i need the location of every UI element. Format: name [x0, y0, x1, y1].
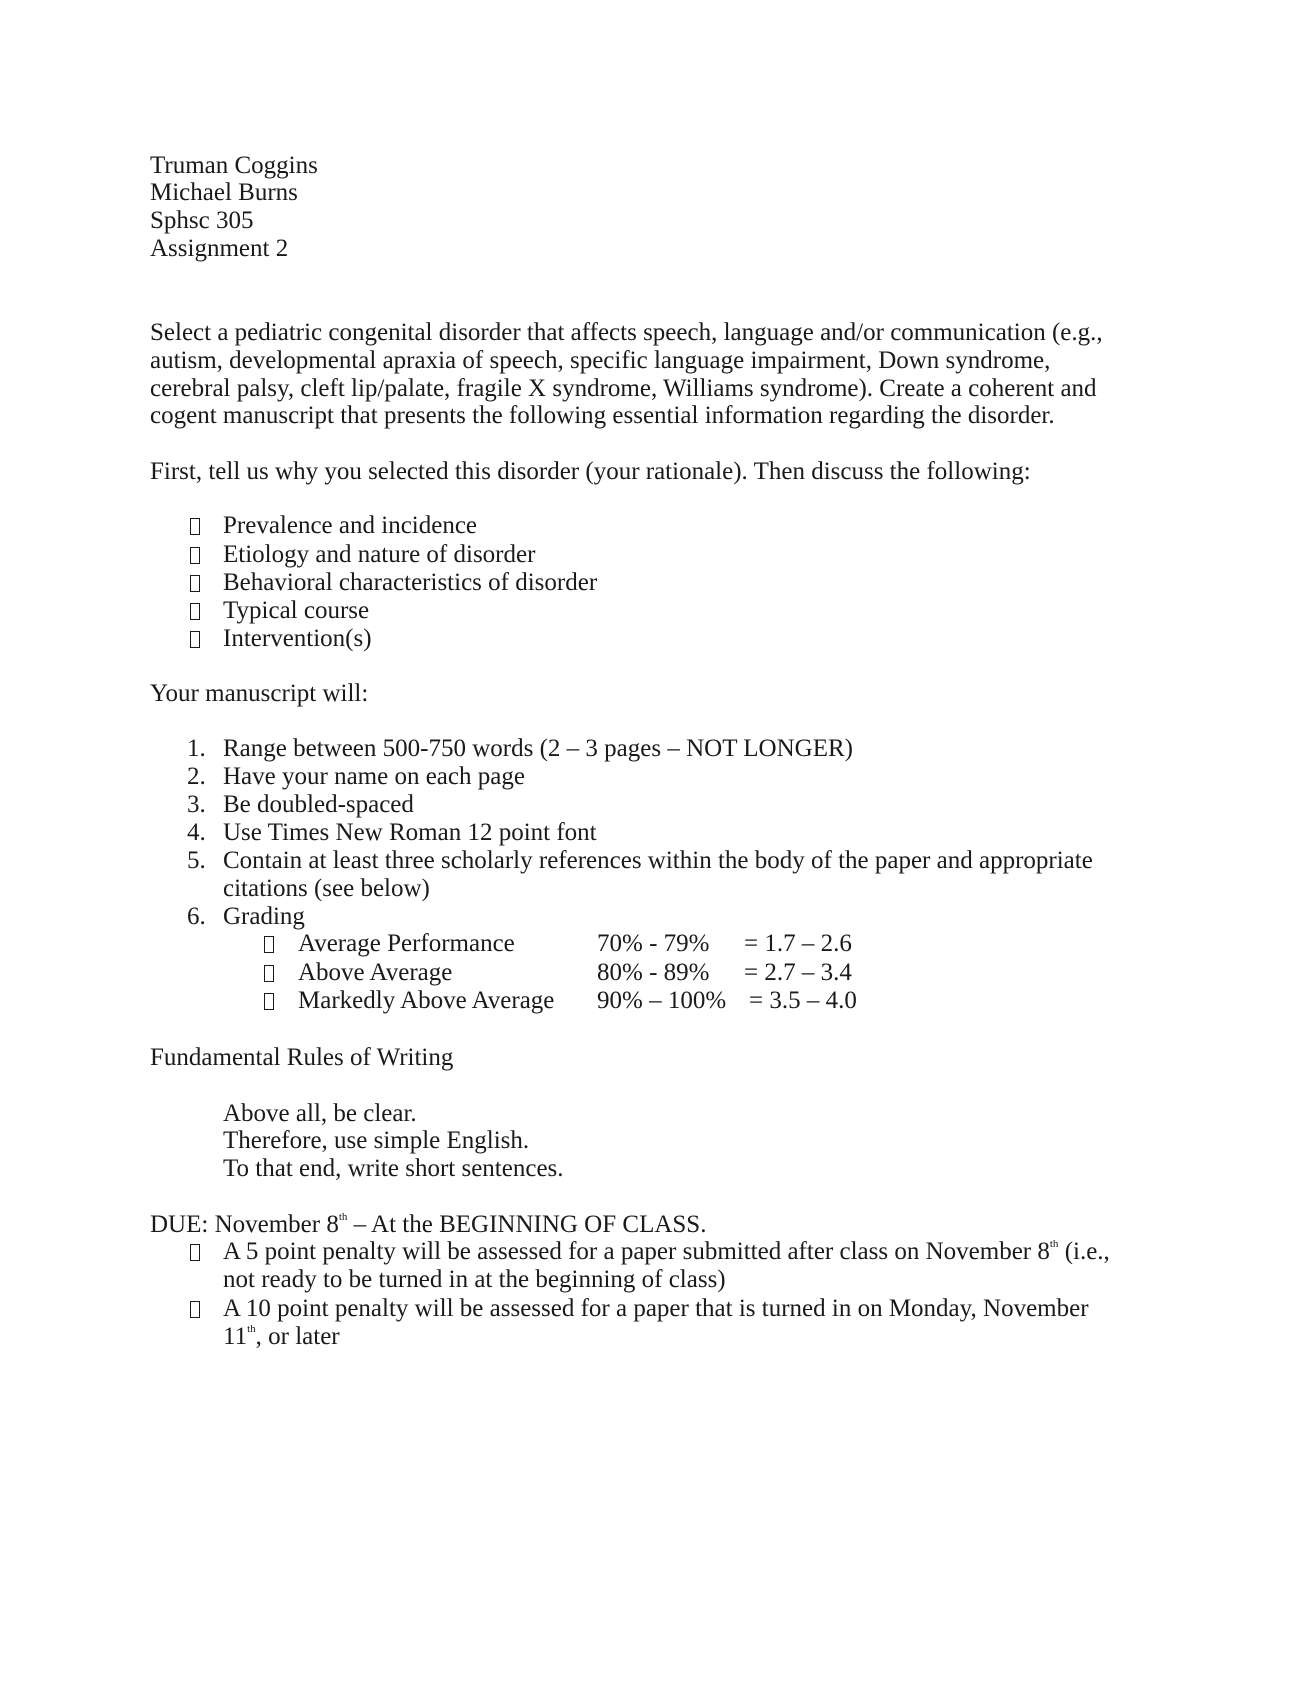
checkbox-bullet-icon: [190, 575, 200, 592]
ordinal-suffix: th: [1049, 1238, 1059, 1250]
penalty-item-2: A 10 point penalty will be assessed for a paper that is turned in on Monday, November: [223, 1295, 1089, 1322]
requirement-item: Be doubled-spaced: [223, 791, 414, 818]
grading-range: 90% – 100%: [597, 987, 727, 1014]
grading-label: Markedly Above Average: [298, 987, 555, 1014]
rules-heading: Fundamental Rules of Writing: [150, 1044, 454, 1071]
intro-line-1: Select a pediatric congenital disorder that affects speech, language and/or communication (e.g.,: [150, 319, 1103, 346]
penalty-item-1: [223, 1237, 1110, 1267]
checkbox-bullet-icon: [190, 1301, 200, 1318]
grading-grade: = 2.7 – 3.4: [744, 959, 852, 986]
requirement-item: Contain at least three scholarly references within the body of the paper and appropriate: [223, 847, 1093, 874]
rule-line: To that end, write short sentences.: [223, 1155, 564, 1182]
list-number: 5.: [187, 847, 206, 874]
rule-line: Above all, be clear.: [223, 1100, 417, 1127]
author-name-1: Truman Coggins: [150, 152, 318, 179]
topic-item: Behavioral characteristics of disorder: [223, 569, 598, 596]
requirement-item: Have your name on each page: [223, 763, 525, 790]
requirement-item: Grading: [223, 903, 305, 930]
checkbox-bullet-icon: [190, 547, 200, 564]
intro-line-2: autism, developmental apraxia of speech, specific language impairment, Down syndrome,: [150, 347, 1051, 374]
list-number: 6.: [187, 903, 206, 930]
topic-item: Typical course: [223, 597, 370, 624]
requirement-item: Range between 500-750 words (2 – 3 pages – NOT LONGER): [223, 735, 853, 762]
topic-item: Intervention(s): [223, 625, 372, 652]
penalty-text: (i.e.,: [1058, 1238, 1110, 1265]
penalty-text: , or later: [255, 1323, 340, 1350]
checkbox-bullet-icon: [264, 965, 274, 982]
grading-range: 80% - 89%: [597, 959, 710, 986]
due-date-text: DUE: November 8: [150, 1211, 339, 1238]
grading-grade: = 3.5 – 4.0: [749, 987, 857, 1014]
checkbox-bullet-icon: [190, 631, 200, 648]
checkbox-bullet-icon: [190, 1244, 200, 1261]
manuscript-intro: Your manuscript will:: [150, 680, 369, 707]
due-date-line: [150, 1210, 706, 1240]
topic-item: Prevalence and incidence: [223, 512, 478, 539]
intro-line-3: cerebral palsy, cleft lip/palate, fragile X syndrome, Williams syndrome). Create a coherent and: [150, 375, 1097, 402]
penalty-item-1-continued: not ready to be turned in at the beginning of class): [223, 1266, 726, 1293]
first-instruction: First, tell us why you selected this disorder (your rationale). Then discuss the following:: [150, 458, 1031, 485]
list-number: 1.: [187, 735, 206, 762]
intro-line-4: cogent manuscript that presents the following essential information regarding the disorder.: [150, 402, 1055, 429]
penalty-text: A 5 point penalty will be assessed for a paper submitted after class on November 8: [223, 1238, 1050, 1265]
penalty-text: 11: [223, 1323, 248, 1350]
grading-label: Average Performance: [298, 930, 515, 957]
penalty-item-2-continued: [223, 1322, 340, 1352]
due-date-note: – At the BEGINNING OF CLASS.: [347, 1211, 707, 1238]
assignment-title: Assignment 2: [150, 235, 289, 262]
course-code: Sphsc 305: [150, 207, 254, 234]
ordinal-suffix: th: [247, 1323, 256, 1335]
grading-grade: = 1.7 – 2.6: [744, 930, 852, 957]
topic-item: Etiology and nature of disorder: [223, 541, 536, 568]
author-name-2: Michael Burns: [150, 179, 298, 206]
grading-range: 70% - 79%: [597, 930, 710, 957]
checkbox-bullet-icon: [264, 936, 274, 953]
ordinal-suffix: th: [338, 1211, 348, 1223]
checkbox-bullet-icon: [264, 993, 274, 1010]
list-number: 3.: [187, 791, 206, 818]
rule-line: Therefore, use simple English.: [223, 1127, 530, 1154]
requirement-item-continued: citations (see below): [223, 875, 430, 902]
checkbox-bullet-icon: [190, 603, 200, 620]
checkbox-bullet-icon: [190, 518, 200, 535]
requirement-item: Use Times New Roman 12 point font: [223, 819, 597, 846]
list-number: 2.: [187, 763, 206, 790]
grading-label: Above Average: [298, 959, 453, 986]
list-number: 4.: [187, 819, 206, 846]
